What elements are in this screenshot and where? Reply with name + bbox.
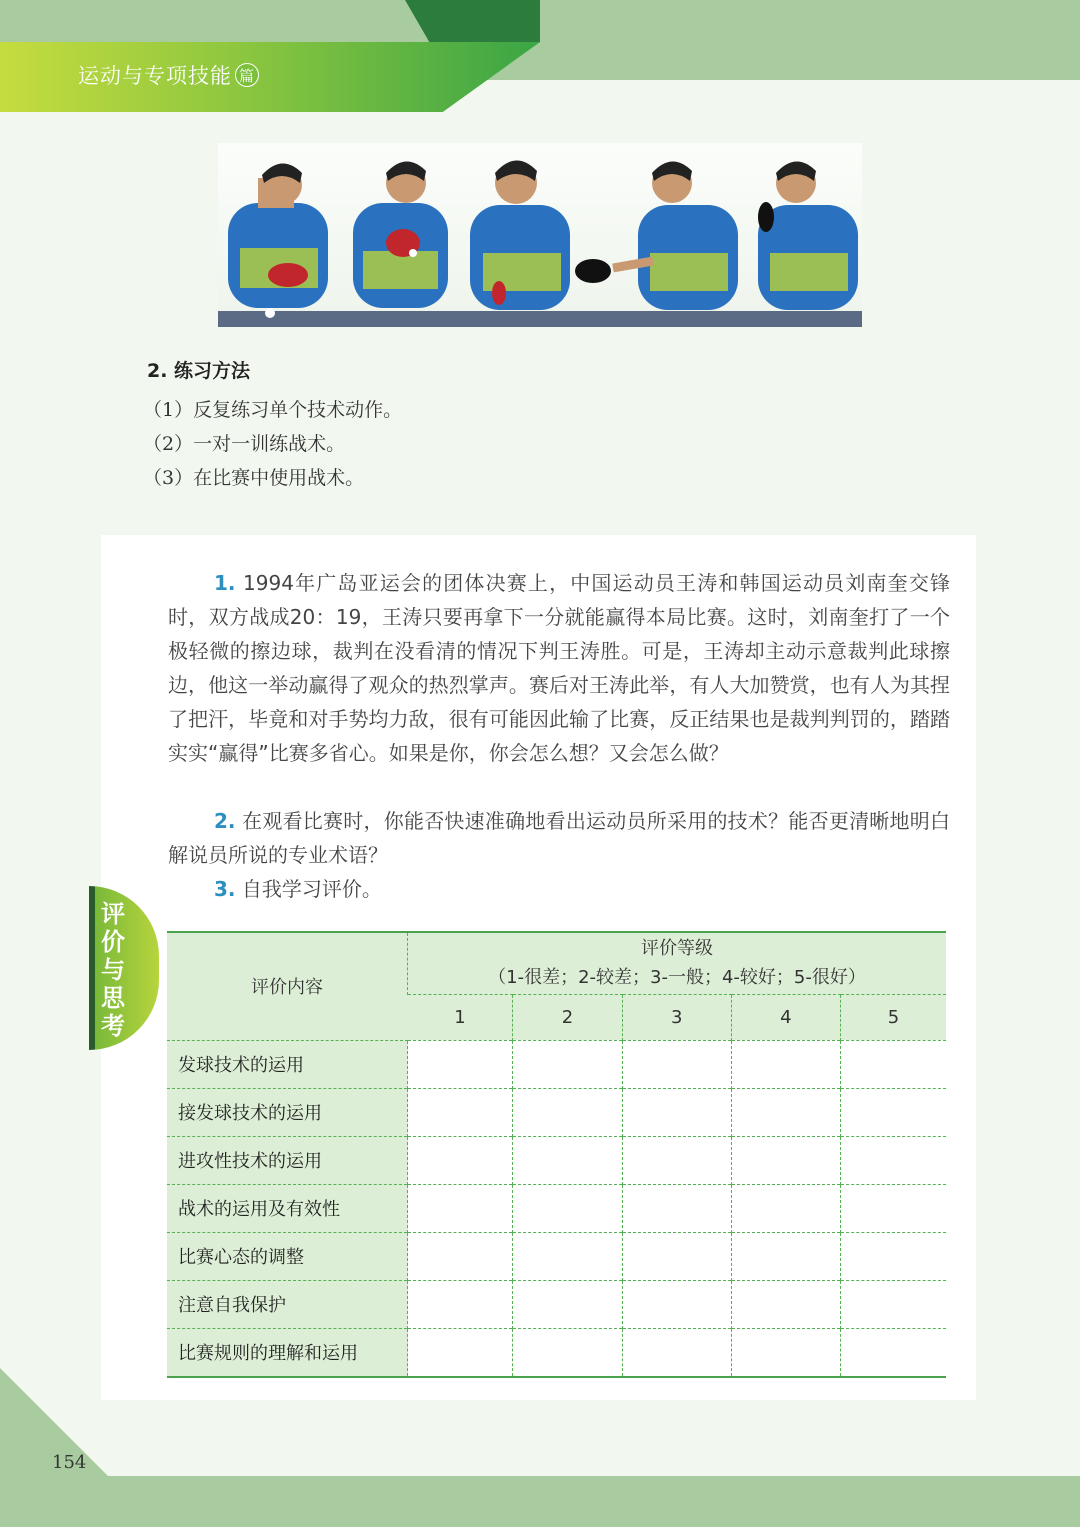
- practice-item: （2）一对一训练战术。: [143, 433, 346, 455]
- rating-cell[interactable]: [731, 1040, 840, 1088]
- rating-cell[interactable]: [622, 1136, 731, 1184]
- rating-cell[interactable]: [731, 1184, 840, 1232]
- player-figure-3: [470, 160, 570, 310]
- level-4-header: 4: [731, 994, 840, 1040]
- rating-cell[interactable]: [622, 1040, 731, 1088]
- row-label: 接发球技术的运用: [167, 1088, 408, 1136]
- page-number: 154: [52, 1452, 87, 1473]
- rating-cell[interactable]: [408, 1040, 513, 1088]
- row-label: 比赛规则的理解和运用: [167, 1328, 408, 1377]
- player-figure-2: [353, 161, 448, 308]
- row-label: 发球技术的运用: [167, 1040, 408, 1088]
- rating-cell[interactable]: [840, 1088, 946, 1136]
- player-sequence-photo: [218, 143, 862, 327]
- question-number: 3.: [214, 877, 236, 901]
- question-text: 在观看比赛时，你能否快速准确地看出运动员所采用的技术？能否更清晰地明白解说员所说的专业术语？: [168, 809, 951, 867]
- table-row: [167, 1328, 946, 1377]
- chapter-title: [78, 60, 259, 90]
- rating-cell[interactable]: [408, 1232, 513, 1280]
- rating-cell[interactable]: [840, 1136, 946, 1184]
- rating-cell[interactable]: [513, 1040, 622, 1088]
- chapter-badge: 篇: [235, 63, 259, 87]
- rating-cell[interactable]: [840, 1040, 946, 1088]
- table-row: [167, 1040, 946, 1088]
- rating-cell[interactable]: [408, 1088, 513, 1136]
- question-number: 1.: [214, 571, 236, 595]
- rating-cell[interactable]: [622, 1328, 731, 1377]
- table-row: [167, 1088, 946, 1136]
- table-row: [167, 1232, 946, 1280]
- rating-cell[interactable]: [731, 1280, 840, 1328]
- rating-cell[interactable]: [513, 1328, 622, 1377]
- rating-cell[interactable]: [622, 1184, 731, 1232]
- row-label: 注意自我保护: [167, 1280, 408, 1328]
- row-label: 比赛心态的调整: [167, 1232, 408, 1280]
- rating-cell[interactable]: [731, 1136, 840, 1184]
- question-2: [168, 804, 950, 872]
- rating-cell[interactable]: [622, 1280, 731, 1328]
- practice-title: 2. 练习方法: [147, 360, 251, 382]
- rating-cell[interactable]: [731, 1328, 840, 1377]
- rating-cell[interactable]: [408, 1280, 513, 1328]
- rating-cell[interactable]: [513, 1136, 622, 1184]
- chapter-title-text: 运动与专项技能: [78, 64, 232, 88]
- side-tab-label: 评价与思考: [101, 900, 125, 1040]
- level-5-header: 5: [840, 994, 946, 1040]
- rating-cell[interactable]: [731, 1232, 840, 1280]
- rating-cell[interactable]: [408, 1328, 513, 1377]
- rating-cell[interactable]: [731, 1088, 840, 1136]
- player-figure-1: [228, 163, 328, 318]
- rating-cell[interactable]: [513, 1280, 622, 1328]
- grade-legend: （1-很差；2-较差；3-一般；4-较好；5-很好）: [488, 967, 866, 989]
- rating-cell[interactable]: [840, 1184, 946, 1232]
- rating-cell[interactable]: [622, 1232, 731, 1280]
- player-figure-4: [575, 161, 738, 310]
- table-row: [167, 1136, 946, 1184]
- self-evaluation-table: [167, 931, 946, 1378]
- grade-header: 评价等级 （1-很差；2-较差；3-一般；4-较好；5-很好）: [408, 932, 947, 994]
- row-label: 战术的运用及有效性: [167, 1184, 408, 1232]
- rating-cell[interactable]: [513, 1232, 622, 1280]
- table-row: [167, 1280, 946, 1328]
- question-number: 2.: [214, 809, 236, 833]
- row-label: 进攻性技术的运用: [167, 1136, 408, 1184]
- question-text: 自我学习评价。: [241, 877, 382, 901]
- level-3-header: 3: [622, 994, 731, 1040]
- table-edge: [218, 311, 862, 327]
- table-row: [167, 1184, 946, 1232]
- rating-cell[interactable]: [513, 1184, 622, 1232]
- practice-item: （1）反复练习单个技术动作。: [143, 399, 403, 421]
- question-1: [168, 566, 950, 770]
- rating-cell[interactable]: [408, 1136, 513, 1184]
- content-header: 评价内容: [167, 932, 408, 1040]
- question-3: [168, 872, 950, 906]
- player-figure-5: [758, 161, 858, 310]
- level-1-header: 1: [408, 994, 513, 1040]
- level-2-header: 2: [513, 994, 622, 1040]
- rating-cell[interactable]: [513, 1088, 622, 1136]
- rating-cell[interactable]: [840, 1232, 946, 1280]
- question-text: 1994年广岛亚运会的团体决赛上，中国运动员王涛和韩国运动员刘南奎交锋时，双方战成20：19，王涛只要再拿下一分就能赢得本局比赛。这时，刘南奎打了一个极轻微的擦边球，裁判在没看清的情况下判王涛胜。可是，王涛却主动示意裁判此球擦边，他这一举动赢得了观众的热烈掌声。赛后对王涛此举，有人大加赞赏，也有人为其捏了把汗，毕竟和对手势均力敌，很有可能因此输了比赛，反正结果也是裁判判罚的，踏踏实实“赢得”比赛多省心。如果是你，你会怎么想？又会怎么做？: [168, 571, 951, 765]
- footer-band: [0, 1476, 1080, 1527]
- rating-cell[interactable]: [840, 1280, 946, 1328]
- rating-cell[interactable]: [408, 1184, 513, 1232]
- practice-item: （3）在比赛中使用战术。: [143, 467, 365, 489]
- rating-cell[interactable]: [622, 1088, 731, 1136]
- rating-cell[interactable]: [840, 1328, 946, 1377]
